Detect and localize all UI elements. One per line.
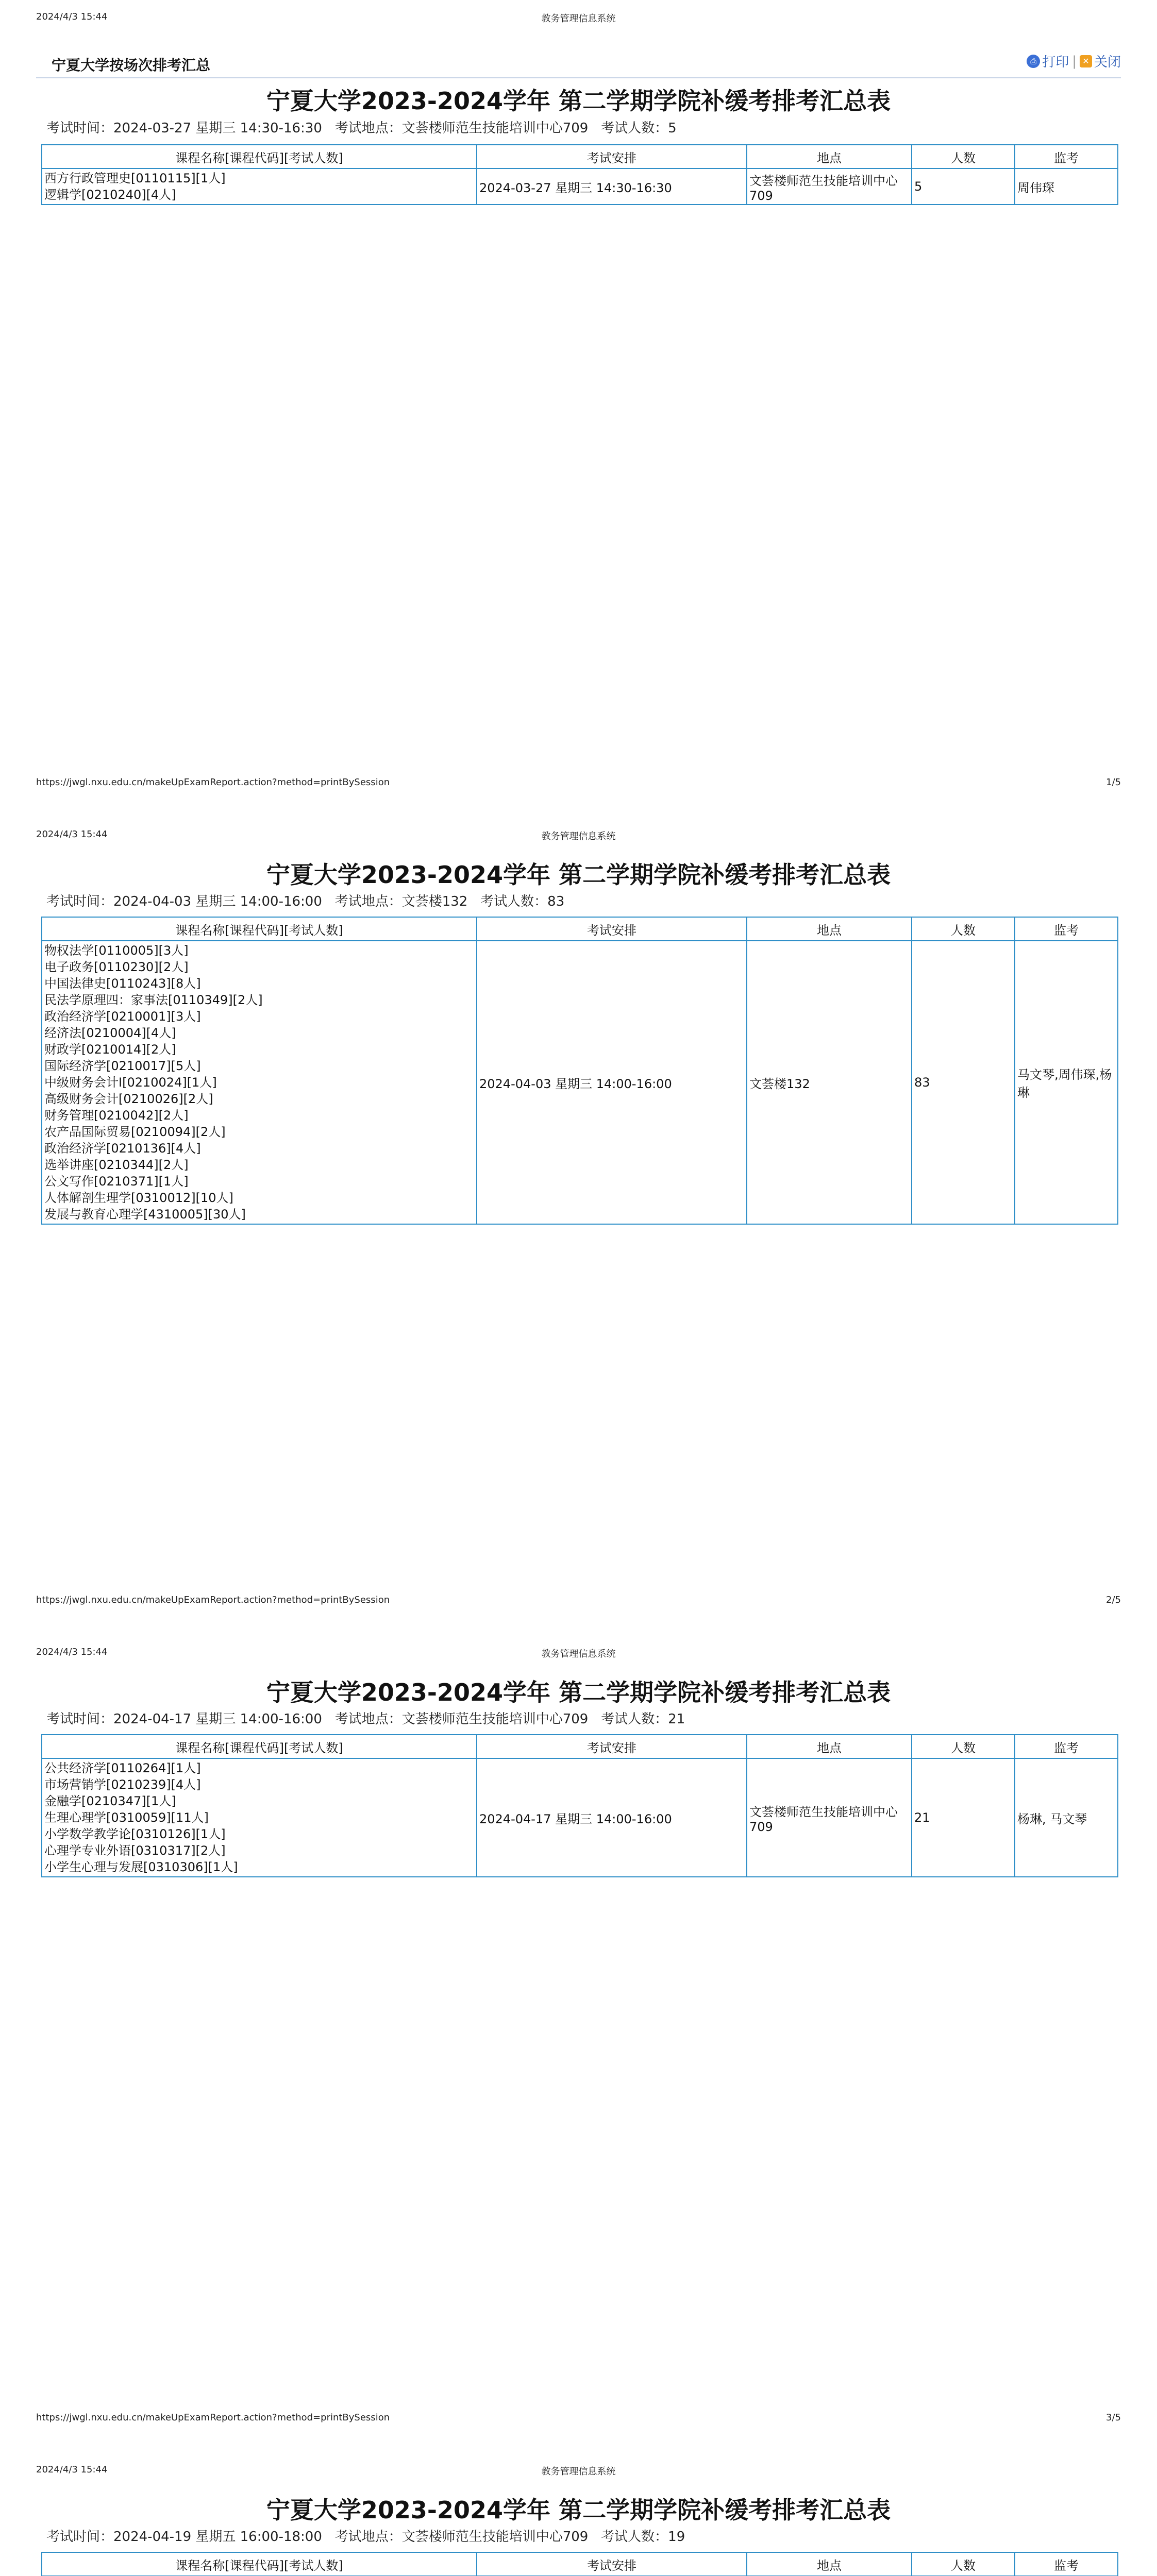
print-system-name: 教务管理信息系统 — [541, 2466, 616, 2477]
footer-url: https://jwgl.nxu.edu.cn/makeUpExamReport.action?method=printBySession — [36, 2412, 390, 2423]
close-label: 关闭 — [1094, 55, 1121, 70]
info-time-label: 考试时间： — [46, 121, 114, 136]
count-cell: 21 — [912, 1758, 1015, 1877]
count-cell: 5 — [912, 168, 1015, 205]
col-count: 人数 — [912, 1735, 1015, 1758]
list-item: 西方行政管理史[0110115][1人] — [44, 171, 226, 185]
location-cell: 文荟楼师范生技能培训中心709 — [747, 1758, 912, 1877]
info-place: 文荟楼师范生技能培训中心709 — [401, 1711, 589, 1727]
info-count-label: 考试人数： — [480, 894, 548, 909]
list-item: 选举讲座[0210344][2人] — [44, 1158, 189, 1172]
course-list — [42, 168, 477, 205]
list-item: 发展与教育心理学[4310005][30人] — [44, 1207, 246, 1222]
col-location: 地点 — [747, 2552, 912, 2576]
col-course: 课程名称[课程代码][考试人数] — [42, 917, 477, 941]
table-row — [42, 1758, 1118, 1877]
info-count: 19 — [668, 2529, 685, 2545]
list-item: 中国法律史[0110243][8人] — [44, 976, 201, 991]
print-system-name: 教务管理信息系统 — [541, 1649, 616, 1659]
exam-table — [41, 917, 1118, 1225]
report-title: 宁夏大学2023-2024学年 第二学期学院补缓考排考汇总表 — [266, 1679, 891, 1706]
col-schedule: 考试安排 — [477, 917, 747, 941]
col-schedule: 考试安排 — [477, 145, 747, 168]
info-place: 文荟楼132 — [401, 894, 468, 909]
report-title: 宁夏大学2023-2024学年 第二学期学院补缓考排考汇总表 — [266, 2496, 891, 2524]
col-location: 地点 — [747, 1735, 912, 1758]
list-item: 小学数学教学论[0310126][1人] — [44, 1827, 226, 1841]
print-system-name: 教务管理信息系统 — [541, 13, 616, 24]
col-location: 地点 — [747, 917, 912, 941]
print-system-name: 教务管理信息系统 — [541, 831, 616, 842]
col-course: 课程名称[课程代码][考试人数] — [42, 145, 477, 168]
list-item: 公共经济学[0110264][1人] — [44, 1761, 201, 1775]
info-place: 文荟楼师范生技能培训中心709 — [401, 121, 589, 136]
course-list — [42, 1758, 477, 1877]
location-cell: 文荟楼132 — [747, 941, 912, 1224]
list-item: 金融学[0210347][1人] — [44, 1794, 176, 1808]
list-item: 经济法[0210004][4人] — [44, 1026, 176, 1040]
col-count: 人数 — [912, 917, 1015, 941]
proctor-cell: 杨琳, 马文琴 — [1015, 1758, 1118, 1877]
list-item: 人体解剖生理学[0310012][10人] — [44, 1191, 233, 1205]
print-icon: ⎙ — [1027, 55, 1040, 68]
info-count-label: 考试人数： — [601, 121, 668, 136]
info-count: 83 — [547, 894, 565, 909]
schedule-cell: 2024-04-17 星期三 14:00-16:00 — [477, 1758, 747, 1877]
list-item: 物权法学[0110005][3人] — [44, 943, 189, 958]
col-count: 人数 — [912, 145, 1015, 168]
proctor-cell: 马文琴,周伟琛,杨琳 — [1015, 941, 1118, 1224]
list-item: 财务管理[0210042][2人] — [44, 1108, 189, 1123]
table-row — [42, 168, 1118, 205]
list-item: 高级财务会计[0210026][2人] — [44, 1092, 213, 1106]
info-time: 2024-03-27 星期三 14:30-16:30 — [113, 121, 322, 136]
session-info — [46, 891, 564, 910]
report-title: 宁夏大学2023-2024学年 第二学期学院补缓考排考汇总表 — [266, 87, 891, 115]
info-count: 5 — [668, 121, 677, 136]
footer-url: https://jwgl.nxu.edu.cn/makeUpExamReport.action?method=printBySession — [36, 777, 390, 788]
page-number: 1/5 — [1106, 777, 1121, 788]
print-page-2 — [0, 818, 1157, 1635]
list-item: 小学生心理与发展[0310306][1人] — [44, 1860, 238, 1874]
count-cell: 83 — [912, 941, 1015, 1224]
proctor-cell: 周伟琛 — [1015, 168, 1118, 205]
page-number: 3/5 — [1106, 2412, 1121, 2423]
exam-table — [41, 2552, 1118, 2576]
table-header-row — [42, 2552, 1118, 2576]
session-info — [46, 1708, 685, 1727]
schedule-cell: 2024-03-27 星期三 14:30-16:30 — [477, 168, 747, 205]
col-location: 地点 — [747, 145, 912, 168]
col-schedule: 考试安排 — [477, 2552, 747, 2576]
info-place-label: 考试地点： — [334, 894, 402, 909]
list-item: 财政学[0210014][2人] — [44, 1042, 176, 1057]
print-datetime: 2024/4/3 15:44 — [36, 1647, 108, 1657]
exam-table — [41, 1734, 1118, 1877]
toolbar — [1027, 52, 1121, 71]
info-time-label: 考试时间： — [46, 2529, 114, 2545]
table-header-row — [42, 917, 1118, 941]
schedule-cell: 2024-04-03 星期三 14:00-16:00 — [477, 941, 747, 1224]
col-proctor: 监考 — [1015, 1735, 1118, 1758]
table-header-row — [42, 1735, 1118, 1758]
list-item: 农产品国际贸易[0210094][2人] — [44, 1125, 226, 1139]
session-info — [46, 117, 677, 137]
info-count: 21 — [668, 1711, 685, 1727]
print-label: 打印 — [1042, 55, 1069, 70]
info-place-label: 考试地点： — [334, 1711, 402, 1727]
list-item: 民法学原理四：家事法[0110349][2人] — [44, 993, 263, 1007]
list-item: 生理心理学[0310059][11人] — [44, 1810, 209, 1825]
print-datetime: 2024/4/3 15:44 — [36, 2464, 108, 2475]
session-info — [46, 2526, 685, 2545]
report-title: 宁夏大学2023-2024学年 第二学期学院补缓考排考汇总表 — [266, 861, 891, 889]
info-place-label: 考试地点： — [334, 2529, 402, 2545]
col-course: 课程名称[课程代码][考试人数] — [42, 1735, 477, 1758]
list-item: 公文写作[0210371][1人] — [44, 1174, 189, 1189]
list-item: 心理学专业外语[0310317][2人] — [44, 1843, 226, 1858]
info-count-label: 考试人数： — [601, 1711, 668, 1727]
location-cell: 文荟楼师范生技能培训中心709 — [747, 168, 912, 205]
print-page-4 — [0, 2453, 1157, 2576]
course-list — [42, 941, 477, 1224]
info-time: 2024-04-19 星期五 16:00-18:00 — [113, 2529, 322, 2545]
print-button[interactable] — [1027, 52, 1069, 71]
col-proctor: 监考 — [1015, 917, 1118, 941]
toolbar-separator: | — [1072, 53, 1077, 69]
info-time-label: 考试时间： — [46, 894, 114, 909]
col-schedule: 考试安排 — [477, 1735, 747, 1758]
list-item: 电子政务[0110230][2人] — [44, 960, 189, 974]
close-button[interactable] — [1080, 52, 1121, 71]
col-course: 课程名称[课程代码][考试人数] — [42, 2552, 477, 2576]
print-page-3 — [0, 1635, 1157, 2453]
list-item: 市场营销学[0210239][4人] — [44, 1777, 201, 1792]
info-time: 2024-04-03 星期三 14:00-16:00 — [113, 894, 322, 909]
list-item: 政治经济学[0210001][3人] — [44, 1009, 201, 1024]
col-proctor: 监考 — [1015, 2552, 1118, 2576]
col-count: 人数 — [912, 2552, 1015, 2576]
close-icon: ✕ — [1080, 55, 1092, 67]
info-time: 2024-04-17 星期三 14:00-16:00 — [113, 1711, 322, 1727]
page-number: 2/5 — [1106, 1595, 1121, 1605]
table-header-row — [42, 145, 1118, 168]
print-datetime: 2024/4/3 15:44 — [36, 829, 108, 840]
exam-table — [41, 144, 1118, 205]
list-item: 逻辑学[0210240][4人] — [44, 188, 176, 202]
info-time-label: 考试时间： — [46, 1711, 114, 1727]
list-item: 中级财务会计I[0210024][1人] — [44, 1075, 217, 1090]
list-item: 国际经济学[0210017][5人] — [44, 1059, 201, 1073]
info-count-label: 考试人数： — [601, 2529, 668, 2545]
print-datetime: 2024/4/3 15:44 — [36, 11, 108, 22]
info-place: 文荟楼师范生技能培训中心709 — [401, 2529, 589, 2545]
footer-url: https://jwgl.nxu.edu.cn/makeUpExamReport.action?method=printBySession — [36, 1595, 390, 1605]
list-item: 政治经济学[0210136][4人] — [44, 1141, 201, 1156]
col-proctor: 监考 — [1015, 145, 1118, 168]
app-subtitle: 宁夏大学按场次排考汇总 — [52, 57, 211, 74]
print-page-1 — [0, 0, 1157, 818]
info-place-label: 考试地点： — [334, 121, 402, 136]
header-divider — [36, 77, 1121, 78]
table-row — [42, 941, 1118, 1224]
